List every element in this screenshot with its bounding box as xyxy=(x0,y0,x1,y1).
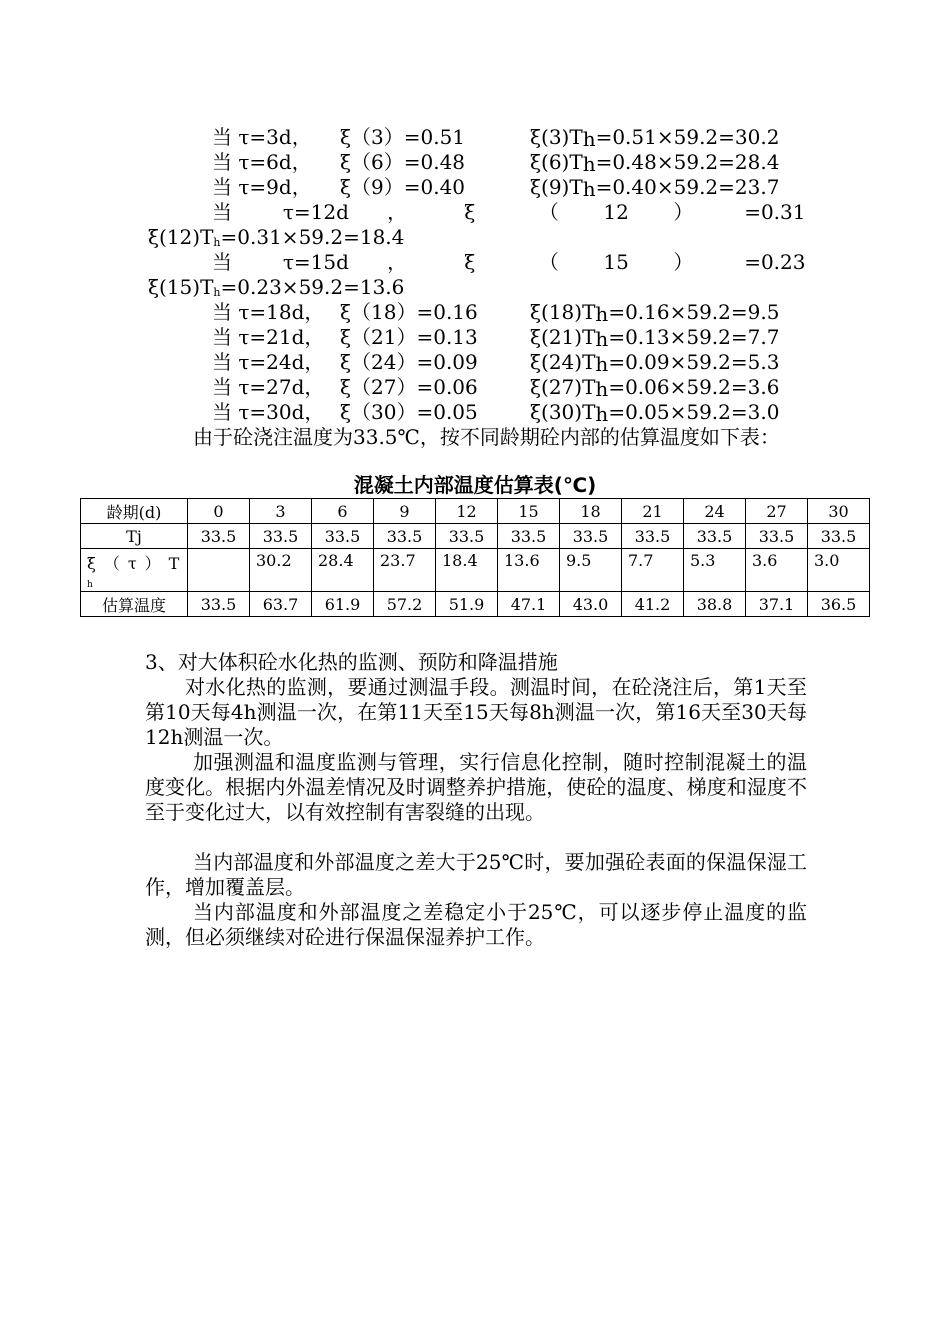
table-cell: 43.0 xyxy=(560,592,622,617)
formula-pre: ξ(30)T xyxy=(530,400,596,424)
calc-formula xyxy=(530,400,779,427)
formula-post: =0.13×59.2=7.7 xyxy=(608,325,780,349)
calc-row xyxy=(0,300,950,325)
subscript: h xyxy=(213,236,221,249)
table-cell: 24 xyxy=(684,499,746,524)
subscript: h xyxy=(582,152,596,176)
calc-formula xyxy=(530,175,779,202)
paragraph: 对水化热的监测，要通过测温手段。测温时间，在砼浇注后，第1天至第10天每4h测温一次，在第11天至15天每8h测温一次，第16天至30天每12h测温一次。 xyxy=(145,675,807,749)
formula-post: =0.05×59.2=3.0 xyxy=(608,400,780,424)
table-row-estimate xyxy=(81,592,870,617)
table-cell: 33.5 xyxy=(498,524,560,549)
calc-row xyxy=(0,125,950,150)
calc-formula xyxy=(530,300,779,327)
formula-pre: ξ(18)T xyxy=(530,300,596,324)
table-cell: 33.5 xyxy=(312,524,374,549)
calc-formula xyxy=(530,350,779,377)
formula-pre: ξ(9)T xyxy=(530,175,583,199)
calc-row xyxy=(0,400,950,425)
calc-xi: ξ（27）=0.06 xyxy=(340,375,478,399)
calc-xi: ξ（24）=0.09 xyxy=(340,350,478,374)
intro-paragraph: 由于砼浇注温度为33.5℃，按不同龄期砼内部的估算温度如下表： xyxy=(193,425,780,449)
calc-when: 当 τ=21d， xyxy=(212,325,325,349)
formula-post: =0.40×59.2=23.7 xyxy=(595,175,780,199)
formula-post: =0.06×59.2=3.6 xyxy=(608,375,780,399)
table-header-row xyxy=(81,499,870,524)
table-cell: 33.5 xyxy=(808,524,870,549)
calc-formula xyxy=(530,150,779,177)
table-cell: 33.5 xyxy=(188,592,250,617)
table-cell: 33.5 xyxy=(684,524,746,549)
subscript: h xyxy=(595,302,609,326)
calc-row xyxy=(0,150,950,175)
paragraph: 当内部温度和外部温度之差大于25℃时，要加强砼表面的保温保湿工作，增加覆盖层。 xyxy=(145,850,807,899)
calc-formula xyxy=(530,375,779,402)
calc-formula xyxy=(530,325,779,352)
table-row-xi xyxy=(81,549,870,592)
table-cell: 15 xyxy=(498,499,560,524)
calc-xi: ξ（6）=0.48 xyxy=(340,150,466,174)
table-cell: 18 xyxy=(560,499,622,524)
formula-pre: ξ(24)T xyxy=(530,350,596,374)
table-cell: 23.7 xyxy=(374,549,436,592)
table-cell: 38.8 xyxy=(684,592,746,617)
formula-post: =0.31×59.2=18.4 xyxy=(220,225,405,249)
paragraph: 当内部温度和外部温度之差稳定小于25℃，可以逐步停止温度的监测，但必须继续对砼进行保温保湿养护工作。 xyxy=(145,900,807,949)
table-cell: 13.6 xyxy=(498,549,560,592)
row-label: Tj xyxy=(81,524,188,549)
calc-formula xyxy=(530,125,779,152)
formula-pre: ξ(15)T xyxy=(148,275,214,299)
table-cell: 33.5 xyxy=(374,524,436,549)
formula-post: =0.09×59.2=5.3 xyxy=(608,350,780,374)
formula-pre: ξ(12)T xyxy=(148,225,214,249)
formula-post: =0.48×59.2=28.4 xyxy=(595,150,780,174)
formula-post: =0.51×59.2=30.2 xyxy=(595,125,780,149)
table-cell: 33.5 xyxy=(188,524,250,549)
subscript: h xyxy=(595,327,609,351)
row-label-text: ξ（τ）T xyxy=(87,554,188,573)
formula-pre: ξ(27)T xyxy=(530,375,596,399)
table-cell: 36.5 xyxy=(808,592,870,617)
row-label xyxy=(81,549,188,592)
formula-post: =0.23×59.2=13.6 xyxy=(220,275,405,299)
row-label: 估算温度 xyxy=(81,592,188,617)
calc-xi: ξ（21）=0.13 xyxy=(340,325,478,349)
table-row-tj xyxy=(81,524,870,549)
calc-row xyxy=(0,350,950,375)
formula-pre: ξ(21)T xyxy=(530,325,596,349)
section-heading: 3、对大体积砼水化热的监测、预防和降温措施 xyxy=(145,650,558,674)
calc-when: 当 τ=27d， xyxy=(212,375,325,399)
calc-xi: ξ（3）=0.51 xyxy=(340,125,466,149)
table-cell: 33.5 xyxy=(746,524,808,549)
table-cell: 33.5 xyxy=(250,524,312,549)
table-cell: 21 xyxy=(622,499,684,524)
subscript: h xyxy=(582,177,596,201)
table-cell: 7.7 xyxy=(622,549,684,592)
calc-row xyxy=(0,325,950,350)
table-cell: 0 xyxy=(188,499,250,524)
table-cell: 51.9 xyxy=(436,592,498,617)
calc-row-15-line1: 当 τ=15d ， ξ （ 15 ） =0.23 xyxy=(212,250,806,274)
table-cell: 57.2 xyxy=(374,592,436,617)
table-cell: 9.5 xyxy=(560,549,622,592)
table-cell xyxy=(188,549,250,592)
table-cell: 3.6 xyxy=(746,549,808,592)
table-cell: 47.1 xyxy=(498,592,560,617)
calc-xi: ξ（30）=0.05 xyxy=(340,400,478,424)
table-cell: 12 xyxy=(436,499,498,524)
table-cell: 63.7 xyxy=(250,592,312,617)
table-cell: 6 xyxy=(312,499,374,524)
table-cell: 18.4 xyxy=(436,549,498,592)
table-cell: 33.5 xyxy=(560,524,622,549)
table-cell: 37.1 xyxy=(746,592,808,617)
table-cell: 61.9 xyxy=(312,592,374,617)
table-cell: 28.4 xyxy=(312,549,374,592)
calc-xi: ξ（18）=0.16 xyxy=(340,300,478,324)
calc-when: 当 τ=6d， xyxy=(212,150,312,174)
formula-post: =0.16×59.2=9.5 xyxy=(608,300,780,324)
formula-pre: ξ(3)T xyxy=(530,125,583,149)
calc-when: 当 τ=30d， xyxy=(212,400,325,424)
paragraph: 加强测温和温度监测与管理，实行信息化控制，随时控制混凝土的温度变化。根据内外温差情况及时调整养护措施，使砼的温度、梯度和湿度不至于变化过大，以有效控制有害裂缝的出现。 xyxy=(145,750,807,824)
table-cell: 9 xyxy=(374,499,436,524)
calc-when: 当 τ=3d， xyxy=(212,125,312,149)
calc-row xyxy=(0,175,950,200)
calc-when: 当 τ=24d， xyxy=(212,350,325,374)
header-label: 龄期(d) xyxy=(81,499,188,524)
subscript: h xyxy=(595,352,609,376)
calc-when: 当 τ=18d， xyxy=(212,300,325,324)
table-cell: 41.2 xyxy=(622,592,684,617)
calc-row-12-line1: 当 τ=12d ， ξ （ 12 ） =0.31 xyxy=(212,200,806,224)
table-cell: 3 xyxy=(250,499,312,524)
table-cell: 27 xyxy=(746,499,808,524)
table-cell: 30 xyxy=(808,499,870,524)
calc-when: 当 τ=9d， xyxy=(212,175,312,199)
formula-pre: ξ(6)T xyxy=(530,150,583,174)
subscript: h xyxy=(213,286,221,299)
table-cell: 33.5 xyxy=(436,524,498,549)
table-cell: 33.5 xyxy=(622,524,684,549)
table-cell: 3.0 xyxy=(808,549,870,592)
subscript: h xyxy=(582,127,596,151)
temperature-table xyxy=(80,498,870,617)
subscript: h xyxy=(595,402,609,426)
row-label-sub: h xyxy=(87,580,93,590)
subscript: h xyxy=(595,377,609,401)
calc-row xyxy=(0,375,950,400)
table-cell: 30.2 xyxy=(250,549,312,592)
table-cell: 5.3 xyxy=(684,549,746,592)
calc-xi: ξ（9）=0.40 xyxy=(340,175,466,199)
table-title: 混凝土内部温度估算表(℃) xyxy=(353,473,597,497)
